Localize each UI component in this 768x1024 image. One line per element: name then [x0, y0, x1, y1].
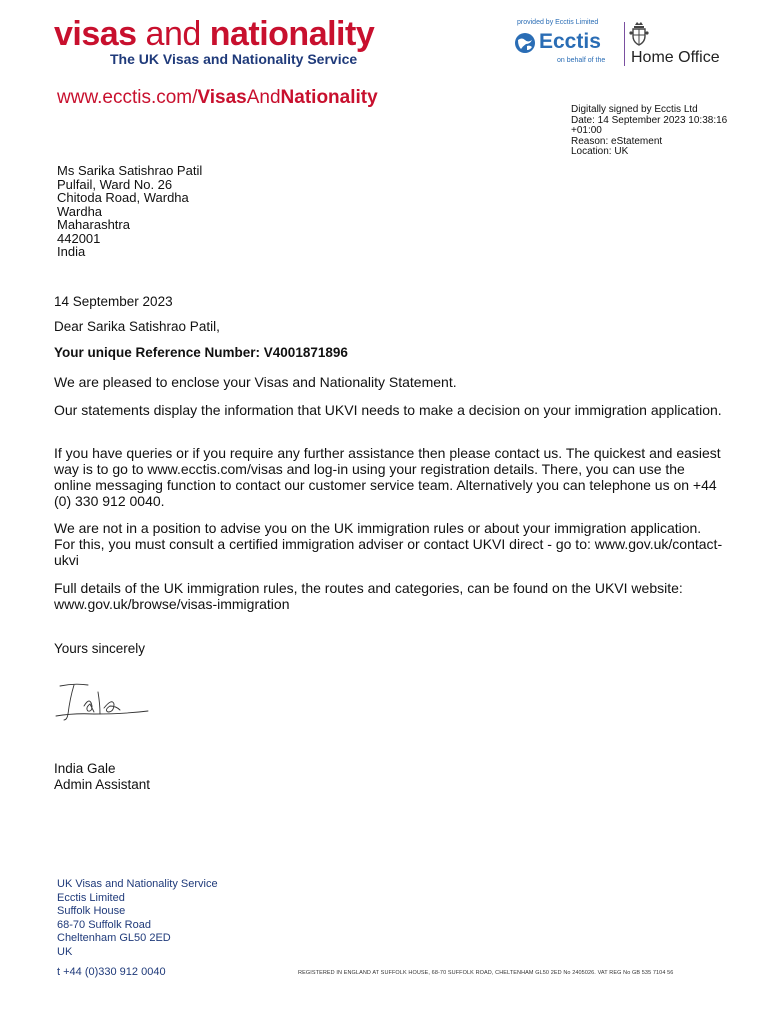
paragraph-text: Our statements display the information that UKVI needs to make a decision on your immigration application.: [54, 402, 722, 418]
footer-phone: t +44 (0)330 912 0040: [57, 966, 166, 978]
paragraph-text: Full details of the UK immigration rules, the routes and categories, can be found on the UKVI website: www.gov.uk/browse/visas-immigration: [54, 580, 683, 612]
ecctis-logo-text: Ecctis: [539, 30, 601, 53]
paragraph-text: If you have queries or if you require any further assistance then please contact us. The quickest and easiest way is to go to www.ecctis.com/visas and log-in using your registration details. There, you can use the online messaging function to contact our customer service team. Alternatively you can telephone us on +44 (0) 330 912 0040.: [54, 445, 721, 509]
home-office-logo-text: Home Office: [631, 49, 720, 66]
ecctis-globe-icon: [514, 32, 536, 54]
url-prefix: www.ecctis.com/: [57, 87, 198, 108]
digital-signature-line: +01:00: [571, 125, 602, 137]
letter-date: 14 September 2023: [54, 294, 173, 309]
footer-line: UK Visas and Nationality Service: [57, 878, 218, 890]
ecctis-provided-text: provided by Ecctis Limited: [517, 19, 599, 26]
address-line: Wardha: [57, 203, 103, 219]
url-part-nationality: Nationality: [280, 87, 378, 108]
footer-address: [57, 878, 218, 960]
recipient-name: Ms Sarika Satishrao Patil: [57, 163, 203, 178]
reference-number: Your unique Reference Number: V4001871896: [54, 345, 348, 360]
paragraph-advice: [54, 520, 724, 568]
paragraph-text: We are pleased to enclose your Visas and Nationality Statement.: [54, 374, 457, 390]
digital-signature-stamp: [571, 105, 727, 158]
brand-title-word-nationality: nationality: [209, 15, 375, 53]
address-line: Pulfail, Ward No. 26: [57, 176, 173, 192]
paragraph-text: We are not in a position to advise you on the UK immigration rules or about your immigration application. For this, you must consult a certified immigration adviser or contact UKVI direct - go to: www.gov.uk/contact-ukvi: [54, 520, 723, 568]
paragraph-statement-info: [54, 402, 724, 418]
footer-registration-notice: REGISTERED IN ENGLAND AT SUFFOLK HOUSE, 68-70 SUFFOLK ROAD, CHELTENHAM GL50 2ED No 2405026. VAT REG No GB 535 7104 56: [298, 970, 674, 976]
footer-line: UK: [57, 945, 73, 958]
brand-subtitle: The UK Visas and Nationality Service: [110, 51, 358, 67]
paragraph-enclosure: [54, 374, 724, 390]
brand-url-link[interactable]: [57, 87, 378, 109]
footer-line: 68-70 Suffolk Road: [57, 918, 151, 931]
brand-title-word-visas: visas: [54, 15, 137, 53]
logo-divider: [624, 22, 625, 66]
brand-title: [54, 14, 374, 54]
letter-greeting: Dear Sarika Satishrao Patil,: [54, 319, 220, 334]
signer-name: India Gale: [54, 761, 116, 776]
address-postcode: 442001: [57, 230, 101, 246]
footer-line: Ecctis Limited: [57, 891, 125, 904]
digital-signature-line: Location: UK: [571, 146, 629, 158]
paragraph-contact: [54, 445, 724, 509]
address-line: Maharashtra: [57, 217, 130, 232]
royal-crest-icon: [629, 21, 649, 47]
closing-salutation: Yours sincerely: [54, 641, 146, 656]
partner-logos: [512, 18, 742, 70]
url-part-and: And: [246, 87, 281, 108]
footer-line: Suffolk House: [57, 905, 126, 918]
paragraph-rules: [54, 580, 724, 612]
recipient-address: [57, 164, 202, 259]
handwritten-signature: [54, 676, 154, 726]
address-country: India: [57, 244, 86, 259]
address-line: Chitoda Road, Wardha: [57, 190, 189, 205]
digital-signature-line: Digitally signed by Ecctis Ltd: [571, 104, 698, 115]
url-part-visas: Visas: [197, 87, 247, 108]
footer-line: Cheltenham GL50 2ED: [57, 932, 171, 945]
digital-signature-line: Date: 14 September 2023 10:38:16: [571, 114, 728, 126]
digital-signature-line: Reason: eStatement: [571, 135, 663, 147]
brand-title-word-and: and: [136, 15, 210, 53]
signer-title: Admin Assistant: [54, 777, 151, 792]
ecctis-behalf-text: on behalf of the: [557, 57, 606, 64]
